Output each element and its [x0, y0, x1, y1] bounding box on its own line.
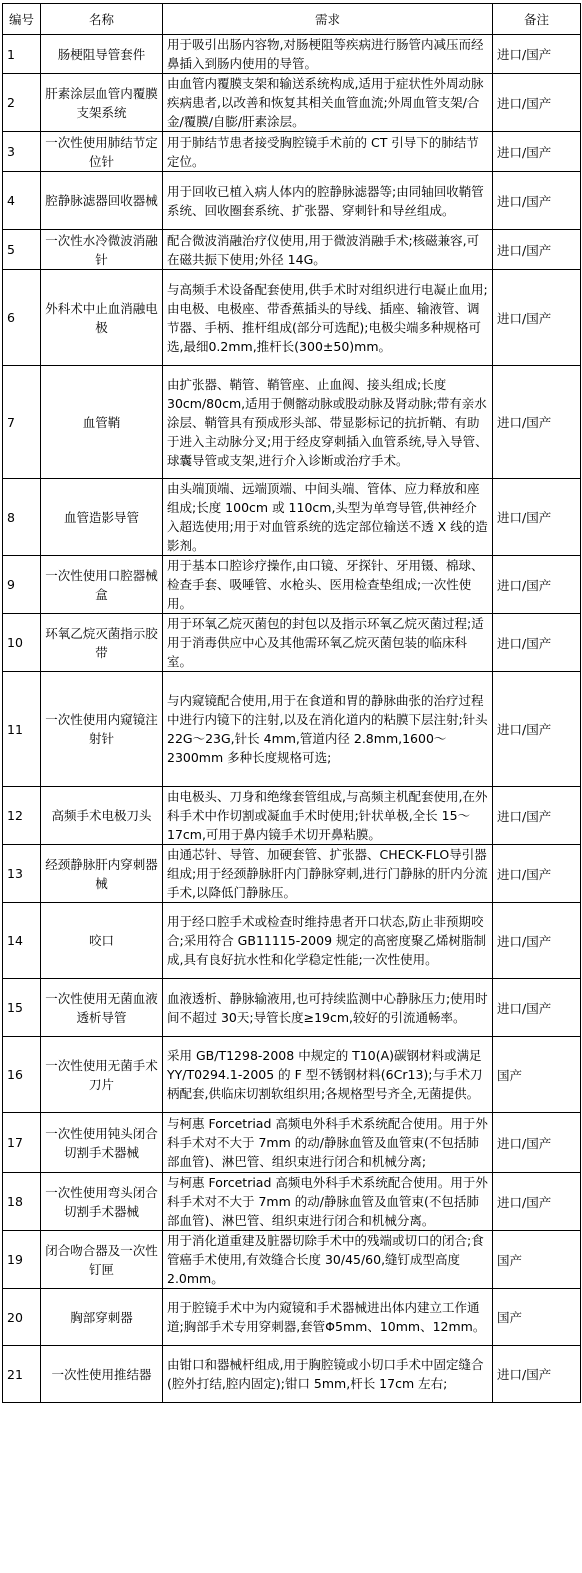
- cell-no: 6: [3, 270, 41, 366]
- table-row: [3, 1173, 581, 1231]
- header-no: 编号: [3, 4, 41, 35]
- table-row: [3, 845, 581, 903]
- cell-no: 17: [3, 1113, 41, 1173]
- cell-name: 一次性使用口腔器械盒: [41, 556, 163, 614]
- cell-requirement: 由钳口和器械杆组成,用于胸腔镜或小切口手术中固定缝合(腔外打结,腔内固定);钳口 5mm,杆长 17cm 左右;: [163, 1346, 493, 1403]
- table-row: [3, 230, 581, 270]
- table-row: [3, 903, 581, 979]
- cell-note: 进口/国产: [493, 366, 581, 479]
- table-row: [3, 74, 581, 132]
- cell-requirement: 用于回收已植入病人体内的腔静脉滤器等;由同轴回收鞘管系统、回收圈套系统、扩张器、穿刺针和导丝组成。: [163, 172, 493, 230]
- cell-requirement: 与柯惠 Forcetriad 高频电外科手术系统配合使用。用于外科手术对不大于 7mm 的动/静脉血管及血管束(不包括肺部血管)、淋巴管、组织束进行闭合和机械分离;: [163, 1113, 493, 1173]
- cell-requirement: 由电极头、刀身和绝缘套管组成,与高频主机配套使用,在外科手术中作切割或凝血手术时使用;针状单极,全长 15～17cm,可用于鼻内镜手术切开鼻粘膜。: [163, 787, 493, 845]
- cell-note: 进口/国产: [493, 614, 581, 672]
- cell-name: 一次性使用无菌手术刀片: [41, 1037, 163, 1113]
- requirements-table: [2, 3, 581, 1403]
- cell-name: 经颈静脉肝内穿刺器械: [41, 845, 163, 903]
- cell-no: 19: [3, 1231, 41, 1289]
- cell-name: 一次性使用肺结节定位针: [41, 132, 163, 172]
- cell-name: 高频手术电极刀头: [41, 787, 163, 845]
- cell-note: 进口/国产: [493, 35, 581, 74]
- cell-name: 胸部穿刺器: [41, 1289, 163, 1346]
- cell-name: 外科术中止血消融电极: [41, 270, 163, 366]
- cell-no: 21: [3, 1346, 41, 1403]
- cell-note: 国产: [493, 1037, 581, 1113]
- cell-note: 进口/国产: [493, 230, 581, 270]
- cell-no: 12: [3, 787, 41, 845]
- cell-name: 闭合吻合器及一次性钉匣: [41, 1231, 163, 1289]
- cell-note: 国产: [493, 1289, 581, 1346]
- cell-no: 10: [3, 614, 41, 672]
- cell-note: 进口/国产: [493, 1346, 581, 1403]
- table-row: [3, 366, 581, 479]
- cell-name: 血管造影导管: [41, 479, 163, 556]
- cell-no: 20: [3, 1289, 41, 1346]
- table-row: [3, 132, 581, 172]
- cell-note: 进口/国产: [493, 270, 581, 366]
- cell-requirement: 用于经口腔手术或检查时维持患者开口状态,防止非预期咬合;采用符合 GB11115-2009 规定的高密度聚乙烯树脂制成,具有良好抗水性和化学稳定性能;一次性使用。: [163, 903, 493, 979]
- cell-no: 8: [3, 479, 41, 556]
- cell-note: 国产: [493, 1231, 581, 1289]
- cell-requirement: 由通芯针、导管、加硬套管、扩张器、CHECK-FLO导引器组成;用于经颈静脉肝内门静脉穿刺,进行门静脉的肝内分流手术,以降低门静脉压。: [163, 845, 493, 903]
- header-requirement: 需求: [163, 4, 493, 35]
- table-row: [3, 270, 581, 366]
- cell-requirement: 用于消化道重建及脏器切除手术中的残端或切口的闭合;食管癌手术使用,有效缝合长度 30/45/60,缝钉成型高度 2.0mm。: [163, 1231, 493, 1289]
- cell-no: 11: [3, 672, 41, 787]
- cell-name: 肠梗阻导管套件: [41, 35, 163, 74]
- cell-name: 肝素涂层血管内覆膜支架系统: [41, 74, 163, 132]
- cell-note: 进口/国产: [493, 479, 581, 556]
- cell-name: 腔静脉滤器回收器械: [41, 172, 163, 230]
- cell-requirement: 与高频手术设备配套使用,供手术时对组织进行电凝止血用;由电极、电极座、带香蕉插头的导线、插座、输液管、调节器、手柄、推杆组成(部分可选配);电极尖端多种规格可选,最细0.2mm,推杆长(300±50)mm。: [163, 270, 493, 366]
- cell-note: 进口/国产: [493, 132, 581, 172]
- cell-no: 1: [3, 35, 41, 74]
- cell-note: 进口/国产: [493, 172, 581, 230]
- cell-no: 9: [3, 556, 41, 614]
- table-row: [3, 614, 581, 672]
- cell-requirement: 用于吸引出肠内容物,对肠梗阻等疾病进行肠管内减压而经鼻插入到肠内使用的导管。: [163, 35, 493, 74]
- table-row: [3, 672, 581, 787]
- cell-name: 一次性使用无菌血液透析导管: [41, 979, 163, 1037]
- header-note: 备注: [493, 4, 581, 35]
- cell-no: 4: [3, 172, 41, 230]
- cell-requirement: 与柯惠 Forcetriad 高频电外科手术系统配合使用。用于外科手术对不大于 7mm 的动/静脉血管及血管束(不包括肺部血管)、淋巴管、组织束进行闭合和机械分离。: [163, 1173, 493, 1231]
- cell-no: 18: [3, 1173, 41, 1231]
- cell-note: 进口/国产: [493, 672, 581, 787]
- table-row: [3, 787, 581, 845]
- cell-note: 进口/国产: [493, 74, 581, 132]
- table-row: [3, 1037, 581, 1113]
- cell-requirement: 由血管内覆膜支架和输送系统构成,适用于症状性外周动脉疾病患者,以改善和恢复其相关血管血流;外周血管支架/合金/覆膜/自膨/肝素涂层。: [163, 74, 493, 132]
- cell-no: 5: [3, 230, 41, 270]
- cell-no: 16: [3, 1037, 41, 1113]
- cell-note: 进口/国产: [493, 979, 581, 1037]
- table-body: [3, 35, 581, 1403]
- cell-no: 2: [3, 74, 41, 132]
- cell-requirement: 采用 GB/T1298-2008 中规定的 T10(A)碳钢材料或满足 YY/T0294.1-2005 的 F 型不锈钢材料(6Cr13);与手术刀柄配套,供临床切割软组织用;各规格型号齐全,无菌提供。: [163, 1037, 493, 1113]
- header-row: [3, 4, 581, 35]
- cell-requirement: 配合微波消融治疗仪使用,用于微波消融手术;核磁兼容,可在磁共振下使用;外径 14G。: [163, 230, 493, 270]
- cell-requirement: 用于肺结节患者接受胸腔镜手术前的 CT 引导下的肺结节定位。: [163, 132, 493, 172]
- cell-requirement: 用于环氧乙烷灭菌包的封包以及指示环氧乙烷灭菌过程;适用于消毒供应中心及其他需环氧乙烷灭菌包装的临床科室。: [163, 614, 493, 672]
- cell-name: 一次性使用弯头闭合切割手术器械: [41, 1173, 163, 1231]
- cell-note: 进口/国产: [493, 787, 581, 845]
- cell-note: 进口/国产: [493, 845, 581, 903]
- cell-no: 3: [3, 132, 41, 172]
- table-row: [3, 172, 581, 230]
- cell-requirement: 由头端顶端、远端顶端、中间头端、管体、应力释放和座组成;长度 100cm 或 110cm,头型为单弯导管,供神经介入超选使用;用于对血管系统的选定部位输送不透 X 线的造影剂。: [163, 479, 493, 556]
- cell-name: 一次性水冷微波消融针: [41, 230, 163, 270]
- table-row: [3, 1289, 581, 1346]
- cell-note: 进口/国产: [493, 903, 581, 979]
- table-row: [3, 979, 581, 1037]
- cell-no: 14: [3, 903, 41, 979]
- table-row: [3, 1346, 581, 1403]
- cell-no: 7: [3, 366, 41, 479]
- cell-no: 15: [3, 979, 41, 1037]
- cell-name: 一次性使用推结器: [41, 1346, 163, 1403]
- table-row: [3, 1113, 581, 1173]
- cell-note: 进口/国产: [493, 1113, 581, 1173]
- cell-name: 一次性使用钝头闭合切割手术器械: [41, 1113, 163, 1173]
- cell-requirement: 用于基本口腔诊疗操作,由口镜、牙探针、牙用镊、棉球、检查手套、吸唾管、水枪头、医用检查垫组成;一次性使用。: [163, 556, 493, 614]
- table-row: [3, 1231, 581, 1289]
- cell-note: 进口/国产: [493, 556, 581, 614]
- table-row: [3, 479, 581, 556]
- cell-requirement: 用于腔镜手术中为内窥镜和手术器械进出体内建立工作通道;胸部手术专用穿刺器,套管Φ5mm、10mm、12mm。: [163, 1289, 493, 1346]
- cell-note: 进口/国产: [493, 1173, 581, 1231]
- cell-name: 血管鞘: [41, 366, 163, 479]
- cell-name: 一次性使用内窥镜注射针: [41, 672, 163, 787]
- cell-requirement: 与内窥镜配合使用,用于在食道和胃的静脉曲张的治疗过程中进行内镜下的注射,以及在消化道内的粘膜下层注射;针头 22G～23G,针长 4mm,管道内径 2.8mm,1600～2300mm 多种长度规格可选;: [163, 672, 493, 787]
- header-name: 名称: [41, 4, 163, 35]
- cell-requirement: 血液透析、静脉输液用,也可持续监测中心静脉压力;使用时间不超过 30天;导管长度≥19cm,较好的引流通畅率。: [163, 979, 493, 1037]
- table-row: [3, 556, 581, 614]
- cell-name: 环氧乙烷灭菌指示胶带: [41, 614, 163, 672]
- cell-requirement: 由扩张器、鞘管、鞘管座、止血阀、接头组成;长度 30cm/80cm,适用于侧髂动脉或股动脉及肾动脉;带有亲水涂层、鞘管具有预成形头部、带显影标记的抗折鞘、有助于进入主动脉分叉;用于经皮穿刺插入血管系统,导入导管、球囊导管或支架,进行介入诊断或治疗手术。: [163, 366, 493, 479]
- table-row: [3, 35, 581, 74]
- cell-name: 咬口: [41, 903, 163, 979]
- cell-no: 13: [3, 845, 41, 903]
